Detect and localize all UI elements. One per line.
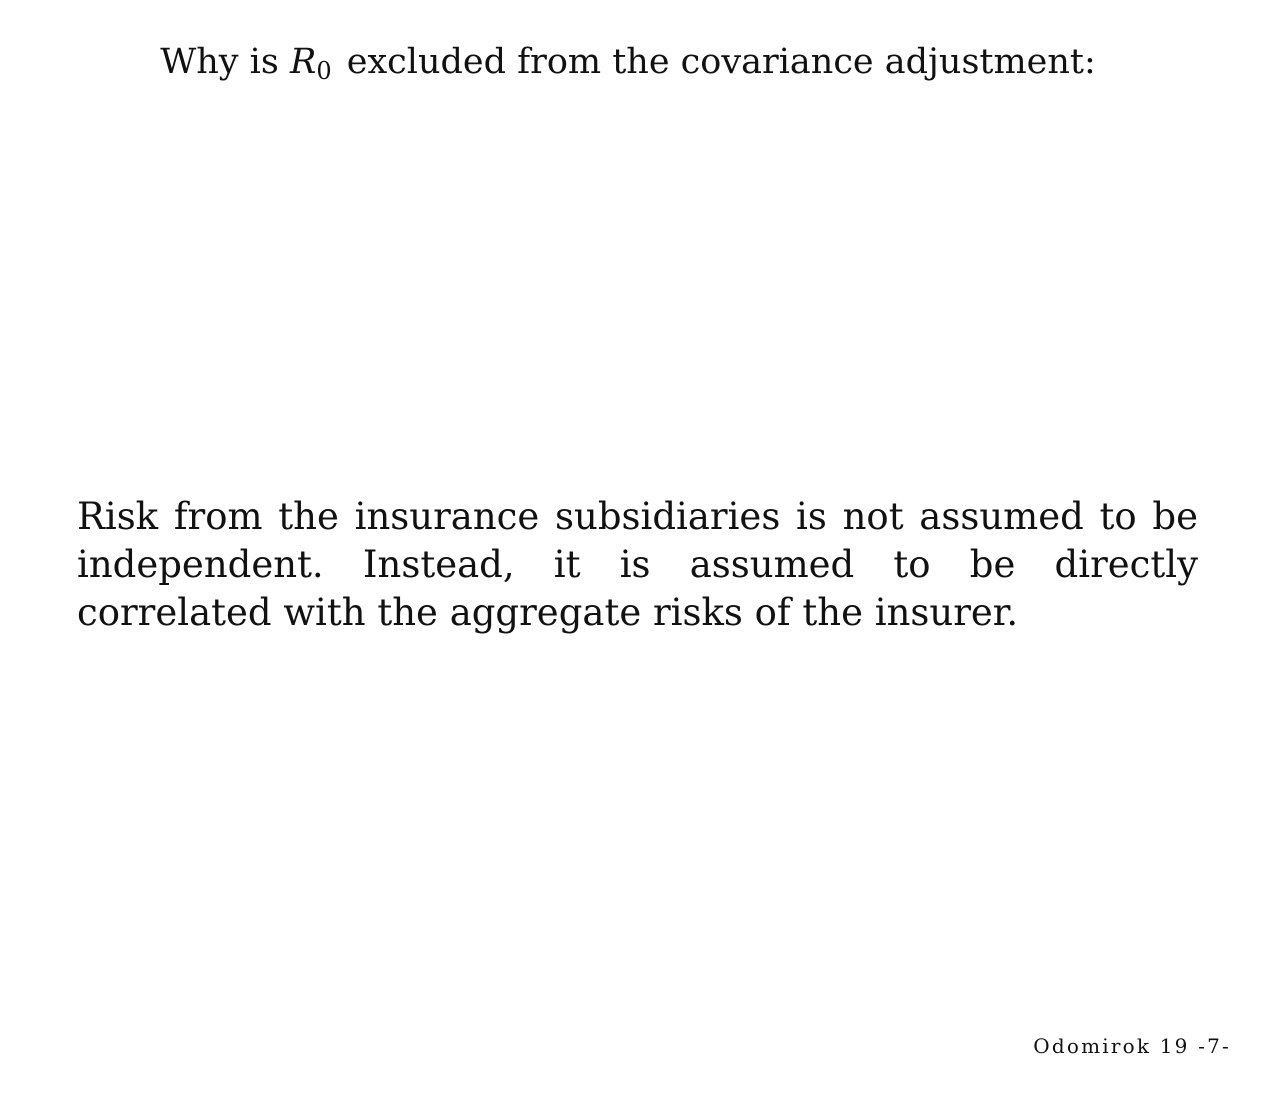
math-subscript: 0: [316, 57, 332, 85]
page-footer: Odomirok 19 -7-: [1033, 1034, 1231, 1058]
question-heading: [0, 36, 1256, 97]
question-text-after: excluded from the covariance adjustment:: [346, 42, 1096, 82]
question-text-before: Why is: [160, 42, 279, 82]
answer-paragraph: Risk from the insurance subsidiaries is not assumed to be independent. Instead, it is assumed to be directly correlated with the aggregate risks of the insurer.: [77, 495, 1198, 634]
math-variable: R: [289, 42, 317, 82]
